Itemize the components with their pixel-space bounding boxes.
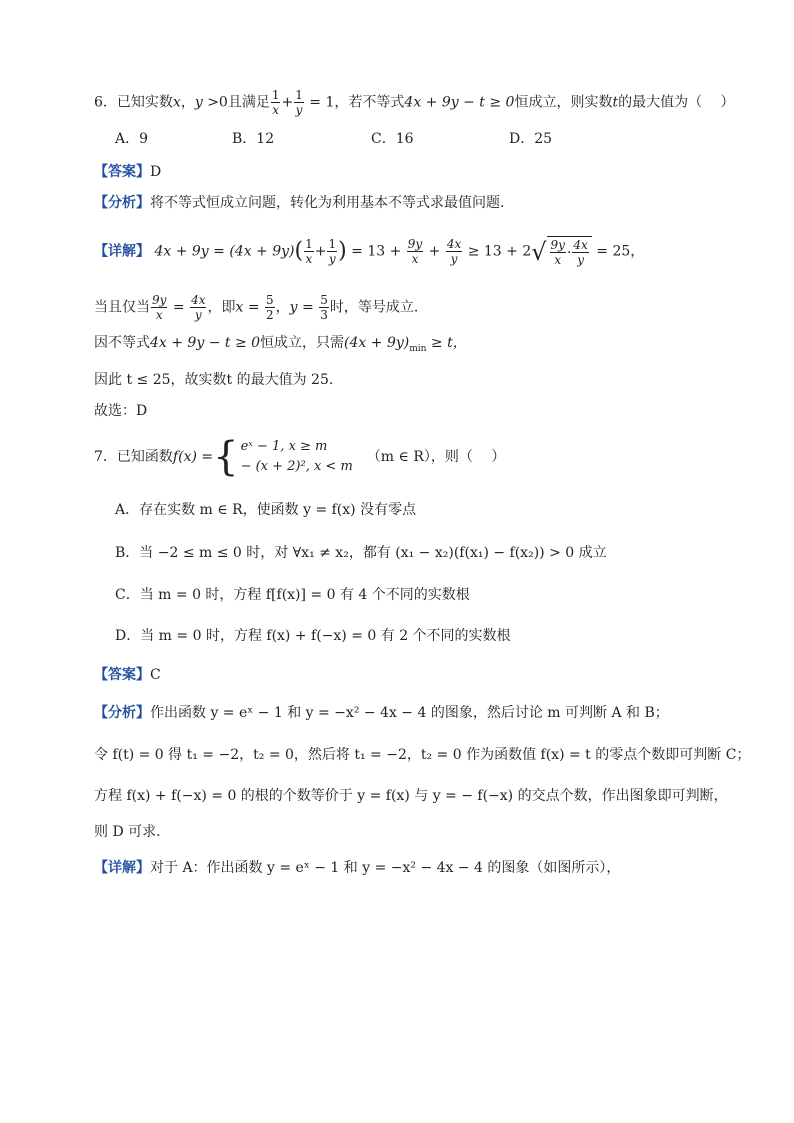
q6-eq-text: = 1，若不等式	[304, 94, 405, 111]
analysis-tag: 【分析】	[94, 195, 150, 211]
q6-option-d: D．25	[509, 131, 553, 147]
paren-open: (	[294, 238, 304, 264]
fraction-4x-over-y	[572, 238, 588, 267]
frac-num: 1	[295, 88, 303, 102]
q6-requirement	[94, 333, 467, 359]
fraction-4x-over-y	[446, 237, 462, 266]
detail-expr-1: 4x + 9y = (4x + 9y)	[154, 243, 295, 260]
fraction-1-over-x	[304, 237, 314, 266]
frac-num: 9y	[152, 293, 167, 307]
frac-den: x	[305, 252, 313, 266]
answer-value: C	[150, 667, 161, 683]
q6-option-c: C．16	[371, 131, 414, 147]
answer-tag: 【答案】	[94, 667, 150, 683]
frac-num: 4x	[446, 237, 462, 251]
frac-num: 9y	[407, 237, 423, 251]
detail-text: 对于 A：作出函数 y = eˣ − 1 和 y = −x² − 4x − 4 的图象（如图所示），	[150, 860, 621, 876]
fraction-1-over-y	[327, 237, 337, 266]
cond-text-3: 时，等号成立.	[329, 299, 419, 316]
case-1: eˣ − 1, x ≥ m	[240, 439, 328, 454]
frac-den: y	[450, 252, 458, 266]
detail-tag: 【详解】	[94, 860, 150, 876]
analysis-tag: 【分析】	[94, 705, 150, 721]
q6-conclusion: 因此 t ≤ 25，故实数t 的最大值为 25.	[94, 372, 334, 388]
frac-num: 4x	[573, 238, 588, 252]
req-text: 因不等式	[94, 335, 150, 351]
q7-stem-text: 7．已知函数	[94, 449, 173, 465]
var-x: x	[172, 94, 181, 111]
q6-inequality: 4x + 9y − t ≥ 0	[404, 94, 515, 111]
fraction-4x-over-y	[190, 293, 206, 322]
frac-den: 3	[320, 308, 328, 322]
q7-analysis-4: 则 D 可求.	[94, 824, 161, 840]
frac-num: 4x	[191, 293, 206, 307]
q6-stem	[94, 88, 735, 117]
var-t: t	[612, 94, 619, 111]
q7-analysis-1	[94, 703, 669, 723]
q7-stem-text-2: （m ∈ R），则（ ）	[366, 449, 506, 465]
q7-answer	[94, 665, 161, 685]
q7-option-c: C．当 m = 0 时，方程 f[f(x)] = 0 有 4 个不同的实数根	[115, 587, 470, 603]
q6-equality-condition	[94, 293, 418, 322]
y-value: y =	[289, 299, 319, 316]
cond-text: 当且仅当	[94, 299, 150, 316]
q6-answer	[94, 162, 161, 182]
answer-value: D	[150, 164, 162, 180]
frac-den: y	[295, 103, 303, 117]
fraction-9y-over-x	[407, 237, 423, 266]
fraction-9y-over-x	[151, 293, 167, 322]
detail-expr-2: = 13 +	[346, 243, 406, 260]
req-expr-2: ≥ t，	[426, 335, 467, 351]
frac-den: x	[411, 252, 419, 266]
left-brace-icon: {	[213, 434, 239, 480]
fraction-9y-over-x	[550, 238, 566, 267]
q6-choice: 故选：D	[94, 403, 148, 419]
comma: ，	[275, 299, 290, 316]
q6-option-b: B．12	[232, 131, 275, 147]
frac-den: 2	[266, 308, 274, 322]
q7-stem	[94, 434, 506, 480]
fraction-5-over-2	[265, 293, 275, 322]
frac-num: 1	[305, 237, 313, 251]
radical-sign-icon: √	[531, 237, 547, 266]
frac-num: 5	[320, 293, 328, 307]
q6-stem-text: 6．已知实数	[94, 94, 173, 111]
cond-text-2: ，即	[207, 299, 236, 316]
q7-option-d: D．当 m = 0 时，方程 f(x) + f(−x) = 0 有 2 个不同的实数根	[115, 628, 511, 644]
analysis-text: 作出函数 y = eˣ − 1 和 y = −x² − 4x − 4 的图象，然后讨论 m 可判断 A 和 B；	[150, 705, 669, 721]
detail-tag: 【详解】	[94, 243, 150, 260]
analysis-text: 将不等式恒成立问题，转化为利用基本不等式求最值问题.	[150, 195, 505, 211]
frac-den: y	[577, 253, 585, 267]
q7-analysis-3: 方程 f(x) + f(−x) = 0 的根的个数等价于 y = f(x) 与 y = − f(−x) 的交点个数，作出图象即可判断，	[94, 788, 728, 804]
x-value: x =	[235, 299, 264, 316]
piecewise-cases	[241, 437, 353, 477]
frac-den: x	[554, 253, 562, 267]
req-text-2: 恒成立，只需	[260, 335, 345, 351]
detail-expr-4: ≥ 13 + 2	[463, 243, 532, 260]
q6-detail	[94, 236, 644, 267]
q7-function: f(x) =	[172, 449, 214, 465]
frac-num: 9y	[550, 238, 565, 252]
frac-num: 5	[266, 293, 274, 307]
piecewise-brace	[213, 434, 353, 480]
q7-analysis-2: 令 f(t) = 0 得 t₁ = −2，t₂ = 0，然后将 t₁ = −2，t₂ = 0 作为函数值 f(x) = t 的零点个数即可判断 C；	[94, 747, 751, 763]
q7-option-a: A．存在实数 m ∈ R，使函数 y = f(x) 没有零点	[115, 502, 417, 518]
var-y: y	[194, 94, 203, 111]
dot-operator: ·	[566, 244, 572, 261]
frac-num: 1	[271, 88, 280, 102]
frac-num: 1	[328, 237, 337, 251]
q7-option-b: B．当 −2 ≤ m ≤ 0 时，对 ∀x₁ ≠ x₂，都有 (x₁ − x₂)(f(x₁) − f(x₂)) > 0 成立	[115, 545, 607, 561]
q7-detail	[94, 858, 620, 878]
q6-analysis	[94, 193, 504, 213]
plus-sign: +	[281, 94, 294, 111]
radicand	[547, 236, 592, 267]
frac-den: y	[328, 252, 336, 266]
req-expr: (4x + 9y)	[344, 335, 410, 351]
paren-close: )	[338, 238, 347, 264]
equals-sign: =	[168, 299, 190, 316]
min-subscript: min	[409, 343, 427, 354]
case-2: − (x + 2)², x < m	[240, 459, 353, 474]
answer-tag: 【答案】	[94, 164, 150, 180]
frac-den: y	[194, 308, 202, 322]
fraction-5-over-3	[319, 293, 329, 322]
req-inequality: 4x + 9y − t ≥ 0	[150, 335, 261, 351]
q6-comma: ，	[180, 94, 195, 111]
frac-den: x	[155, 308, 163, 322]
q6-stem-text-3: 的最大值为（ ）	[618, 94, 735, 111]
square-root	[531, 236, 592, 267]
q6-stem-text-2: 恒成立，则实数	[514, 94, 613, 111]
fraction-1-over-y	[294, 88, 304, 117]
fraction-1-over-x	[271, 88, 281, 117]
detail-expr-3: +	[424, 243, 445, 260]
detail-expr-5: = 25，	[591, 243, 645, 260]
q6-cond-text: >0且满足	[202, 94, 270, 111]
frac-den: x	[272, 103, 280, 117]
q6-option-a: A．9	[115, 131, 149, 147]
plus-sign: +	[314, 243, 327, 260]
